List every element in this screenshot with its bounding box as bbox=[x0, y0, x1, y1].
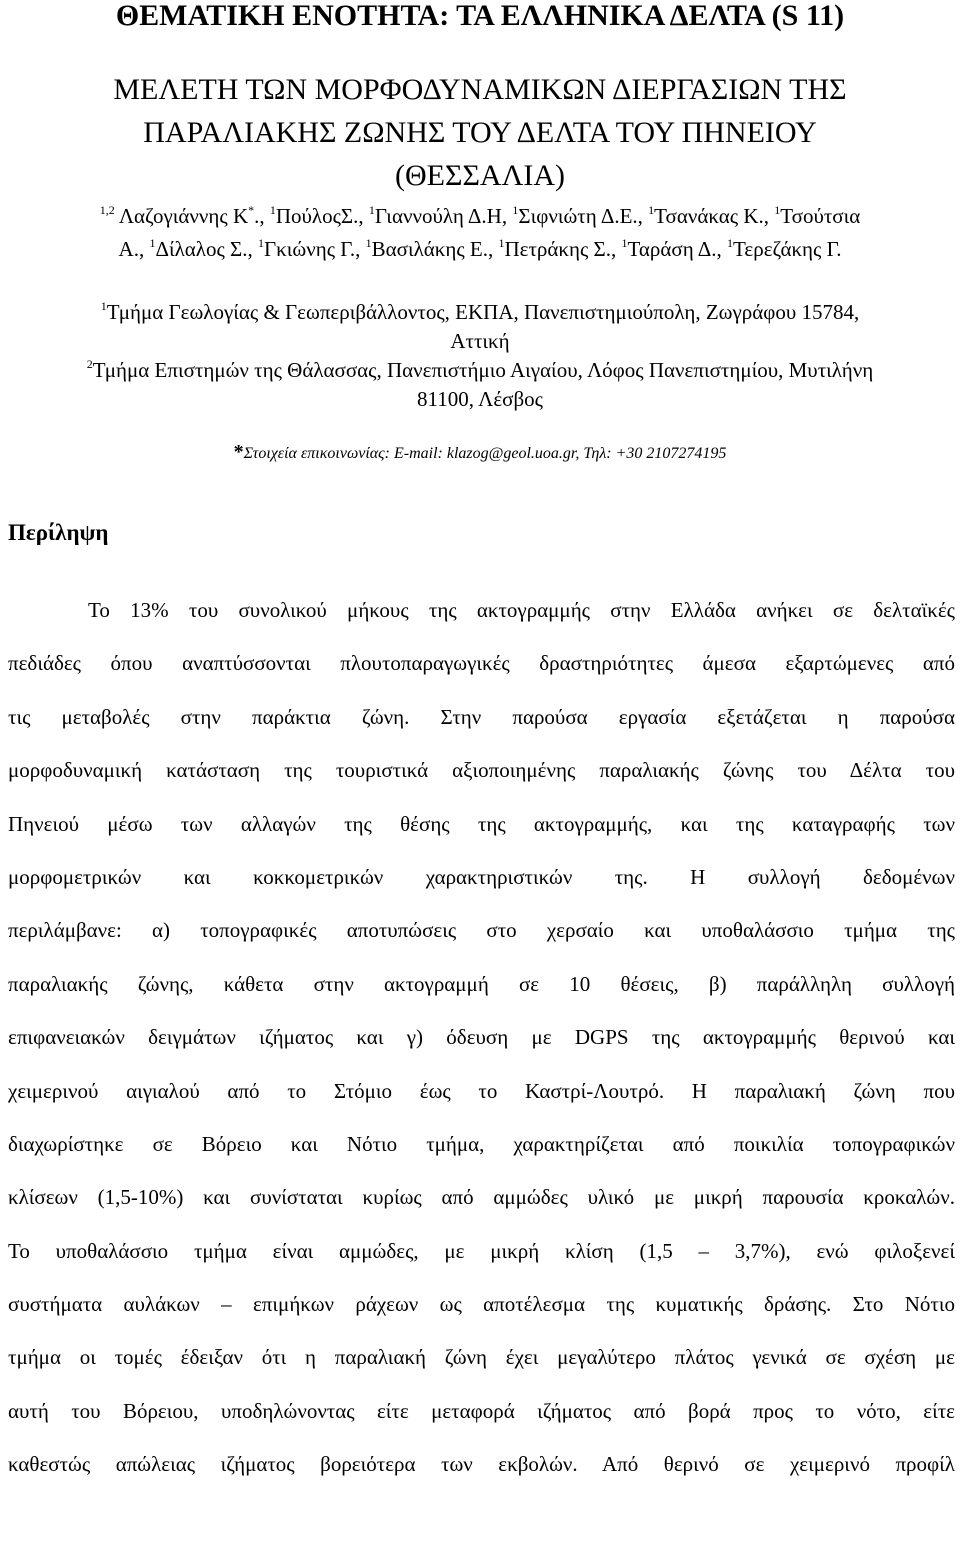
author-name: Γκιώνης Γ. bbox=[264, 237, 356, 261]
affiliation-text: Τμήμα Επιστημών της Θάλασσας, Πανεπιστήμιο Αιγαίου, Λόφος Πανεπιστημίου, Μυτιλήνη bbox=[92, 358, 874, 382]
author-name: Τερεζάκης Γ. bbox=[733, 237, 842, 261]
abstract-line: τμήμα οι τομές έδειξαν ότι η παραλιακή ζώνη έχει μεγαλύτερο πλάτος γενικά σε σχέση με bbox=[8, 1345, 955, 1370]
affiliation-text: Τμήμα Γεωλογίας & Γεωπεριβάλλοντος, ΕΚΠΑ, Πανεπιστημιούπολη, Ζωγράφου 15784, bbox=[106, 300, 860, 324]
author-name: Δίλαλος Σ. bbox=[155, 237, 248, 261]
section-title: ΘΕΜΑΤΙΚΗ ΕΝΟΤΗΤΑ: ΤΑ ΕΛΛΗΝΙΚΑ ΔΕΛΤΑ (S 11) bbox=[115, 0, 845, 32]
affiliation-line: Αττική bbox=[450, 329, 510, 353]
contact-marker: * bbox=[233, 441, 244, 463]
abstract-line: Πηνειού μέσω των αλλαγών της θέσης της ακτογραμμής, και της καταγραφής των bbox=[8, 811, 955, 836]
author-name: Λαζογιάννης Κ bbox=[118, 204, 249, 228]
abstract-line: περιλάμβανε: α) τοπογραφικές αποτυπώσεις στο χερσαίο και υποθαλάσσιο τμήμα της bbox=[8, 918, 955, 943]
affiliation-line bbox=[0, 356, 960, 385]
author-affil-marker: 1 bbox=[365, 236, 372, 250]
affiliation-line bbox=[0, 298, 960, 327]
author-list bbox=[0, 200, 960, 266]
paper-title-line: ΠΑΡΑΛΙΑΚΗΣ ΖΩΝΗΣ ΤΟΥ ΔΕΛΤΑ ΤΟΥ ΠΗΝΕΙΟΥ bbox=[143, 116, 817, 149]
paper-title bbox=[0, 68, 960, 197]
author-affil-marker: 1 bbox=[774, 203, 781, 217]
abstract-line: καθεστώς απώλειας ιζήματος βορειότερα των εκβολών. Από θερινό σε χειμερινό προφίλ bbox=[8, 1452, 955, 1477]
author-affil-marker: 1 bbox=[512, 203, 519, 217]
author-name: Γιαννούλη Δ.Η bbox=[374, 204, 502, 228]
abstract-line: τις μεταβολές στην παράκτια ζώνη. Στην παρούσα εργασία εξετάζεται η παρούσα bbox=[8, 704, 955, 729]
author-affil-marker: 1 bbox=[648, 203, 655, 217]
contact-text: Στοιχεία επικοινωνίας: E-mail: klazog@geol.uoa.gr, Τηλ: +30 2107274195 bbox=[243, 445, 727, 462]
author-name: Α. bbox=[118, 237, 139, 261]
author-affil-marker: 1 bbox=[498, 236, 505, 250]
abstract-line: επιφανειακών δειγμάτων ιζήματος και γ) όδευση με DGPS της ακτογραμμής θερινού και bbox=[8, 1025, 955, 1050]
abstract-line: πεδιάδες όπου αναπτύσσονται πλουτοπαραγωγικές δραστηριότητες άμεσα εξαρτώμενες από bbox=[8, 651, 955, 676]
author-name: Τσανάκας Κ. bbox=[654, 204, 764, 228]
corresponding-author-marker: * bbox=[248, 203, 255, 217]
abstract-line: συστήματα αυλάκων – επιμήκων ράχεων ως αποτέλεσμα της κυματικής δράσης. Στο Νότιο bbox=[8, 1292, 955, 1317]
author-name: Πετράκης Σ. bbox=[504, 237, 612, 261]
author-name: Βασιλάκης Ε. bbox=[371, 237, 488, 261]
author-affil-marker: 1 bbox=[727, 236, 734, 250]
author-name: Σιφνιώτη Δ.Ε. bbox=[518, 204, 638, 228]
author-line: $^{1,2}$ Λαζογιάννης Κ*., $^1$ΠούλοςΣ., $^1$Γιαννούλη Δ.Η, $^1$Σιφνιώτη Δ.Ε., $^1$Τσανάκας Κ., $^1$Τσούτσια bbox=[99, 203, 861, 228]
author-name: ΠούλοςΣ. bbox=[275, 204, 359, 228]
abstract-line: Το υποθαλάσσιο τμήμα είναι αμμώδες, με μικρή κλίση (1,5 – 3,7%), ενώ φιλοξενεί bbox=[8, 1238, 955, 1263]
author-name: Τσούτσια bbox=[780, 204, 861, 228]
author-affil-marker: 1 bbox=[149, 236, 156, 250]
abstract-line: αυτή του Βόρειου, υποδηλώνοντας είτε μεταφορά ιζήματος από βορά προς το νότο, είτε bbox=[8, 1398, 955, 1423]
abstract-line: παραλιακής ζώνης, κάθετα στην ακτογραμμή σε 10 θέσεις, β) παράλληλη συλλογή bbox=[8, 971, 955, 996]
author-affil-marker: 1 bbox=[258, 236, 265, 250]
abstract-line: κλίσεων (1,5-10%) και συνίσταται κυρίως από αμμώδες υλικό με μικρή παρουσία κροκαλών. bbox=[8, 1185, 955, 1210]
paper-title-line: ΜΕΛΕΤΗ ΤΩΝ ΜΟΡΦΟΔΥΝΑΜΙΚΩΝ ΔΙΕΡΓΑΣΙΩΝ ΤΗΣ bbox=[113, 73, 847, 106]
abstract-line: διαχωρίστηκε σε Βόρειο και Νότιο τμήμα, χαρακτηρίζεται από ποικιλία τοπογραφικών bbox=[8, 1131, 955, 1156]
abstract-line: μορφομετρικών και κοκκομετρικών χαρακτηριστικών της. Η συλλογή δεδομένων bbox=[8, 864, 955, 889]
affiliations bbox=[0, 298, 960, 414]
abstract-body bbox=[8, 588, 955, 1496]
contact-info bbox=[0, 441, 960, 464]
author-affil-marker: 1 bbox=[269, 203, 276, 217]
author-affil-marker: 1,2 bbox=[99, 203, 115, 217]
paper-title-line: (ΘΕΣΣΑΛΙΑ) bbox=[395, 159, 565, 192]
abstract-line: χειμερινού αιγιαλού από το Στόμιο έως το Καστρί-Λουτρό. Η παραλιακή ζώνη που bbox=[8, 1078, 955, 1103]
author-line: Α., $^1$Δίλαλος Σ., $^1$Γκιώνης Γ., $^1$Βασιλάκης Ε., $^1$Πετράκης Σ., $^1$Ταράση Δ., $^1$Τερεζάκης Γ. bbox=[118, 236, 842, 261]
abstract-line: Το 13% του συνολικού μήκους της ακτογραμμής στην Ελλάδα ανήκει σε δελταϊκές bbox=[88, 598, 955, 622]
author-name: Ταράση Δ. bbox=[627, 237, 717, 261]
abstract-heading: Περίληψη bbox=[8, 520, 109, 545]
author-affil-marker: 1 bbox=[368, 203, 375, 217]
abstract-line: μορφοδυναμική κατάσταση της τουριστικά αξιοποιημένης παραλιακής ζώνης του Δέλτα του bbox=[8, 758, 955, 783]
affiliation-marker: 2 bbox=[86, 357, 93, 371]
affiliation-line: 81100, Λέσβος bbox=[417, 387, 543, 411]
affiliation-marker: 1 bbox=[100, 299, 107, 313]
author-affil-marker: 1 bbox=[621, 236, 628, 250]
